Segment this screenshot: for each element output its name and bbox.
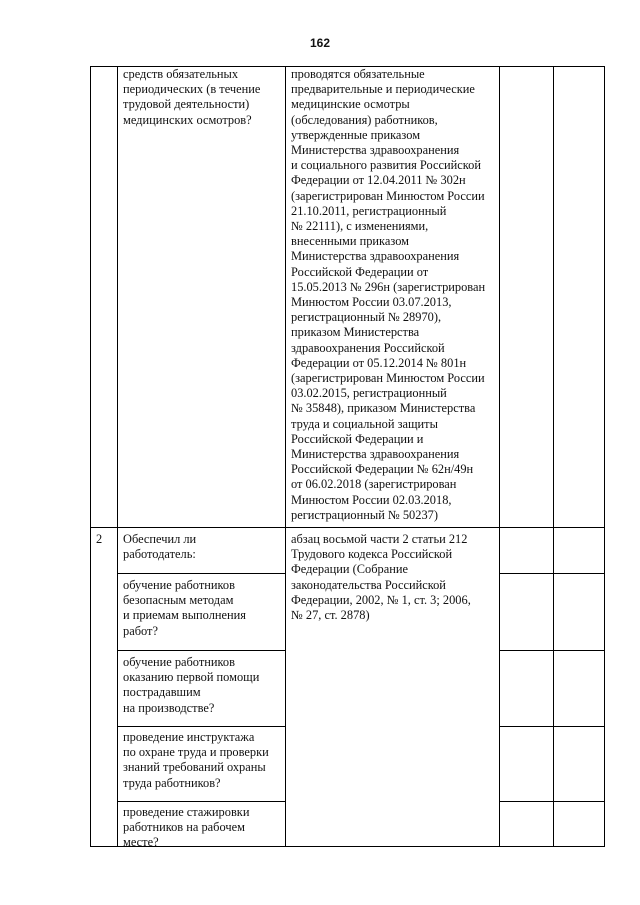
subrow-divider: [499, 726, 605, 727]
subrow-divider: [499, 573, 605, 574]
subrow-divider: [117, 801, 285, 802]
subitem-text: проведение инструктажа по охране труда и проверки знаний требований охраны труда работников?: [123, 730, 269, 790]
subitem-text: проведение стажировки работников на рабочем месте?: [123, 805, 250, 850]
subrow-divider: [499, 650, 605, 651]
column-divider: [117, 66, 118, 847]
requirement-text: абзац восьмой части 2 статьи 212 Трудового кодекса Российской Федерации (Собрание законодательства Российской Федерации, 2002, № 1, ст. 3; 2006, № 27, ст. 2878): [291, 532, 471, 623]
column-divider: [499, 66, 500, 847]
row-number: 2: [96, 532, 103, 546]
column-divider: [285, 66, 286, 847]
table-border-left: [90, 66, 91, 847]
subrow-divider: [117, 726, 285, 727]
question-text: средств обязательных периодических (в течение трудовой деятельности) медицинских осмотров?: [123, 67, 261, 127]
subrow-divider: [117, 573, 285, 574]
row-divider: [90, 527, 605, 528]
subitem-text: обучение работников безопасным методам и приемам выполнения работ?: [123, 578, 246, 638]
subitem-text: обучение работников оказанию первой помощи пострадавшим на производстве?: [123, 655, 260, 715]
table-border-right: [604, 66, 605, 847]
column-divider: [553, 66, 554, 847]
page-number: 162: [309, 36, 331, 50]
question-text: Обеспечил ли работодатель:: [123, 532, 197, 562]
subrow-divider: [117, 650, 285, 651]
subrow-divider: [499, 801, 605, 802]
requirement-text: проводятся обязательные предварительные и периодические медицинские осмотры (обследования) работников, утвержденные приказом Министерства здравоохранения и социального развития Российской Федерации от 12.04.2011 № 302н (зарегистрирован Минюстом России 21.10.2011, регистрационный № 22111), с изменениями, внесенными приказом Министерства здравоохранения Российской Федерации от 15.05.2013 № 296н (зарегистрирован Минюстом России 03.07.2013, регистрационный № 28970), приказом Министерства здравоохранения Российской Федерации от 05.12.2014 № 801н (зарегистрирован Минюстом России 03.02.2015, регистрационный № 35848), приказом Министерства труда и социальной защиты Российской Федерации и Министерства здравоохранения Российской Федерации № 62н/49н от 06.02.2018 (зарегистрирован Минюстом России 02.03.2018, регистрационный № 50237): [291, 67, 486, 522]
